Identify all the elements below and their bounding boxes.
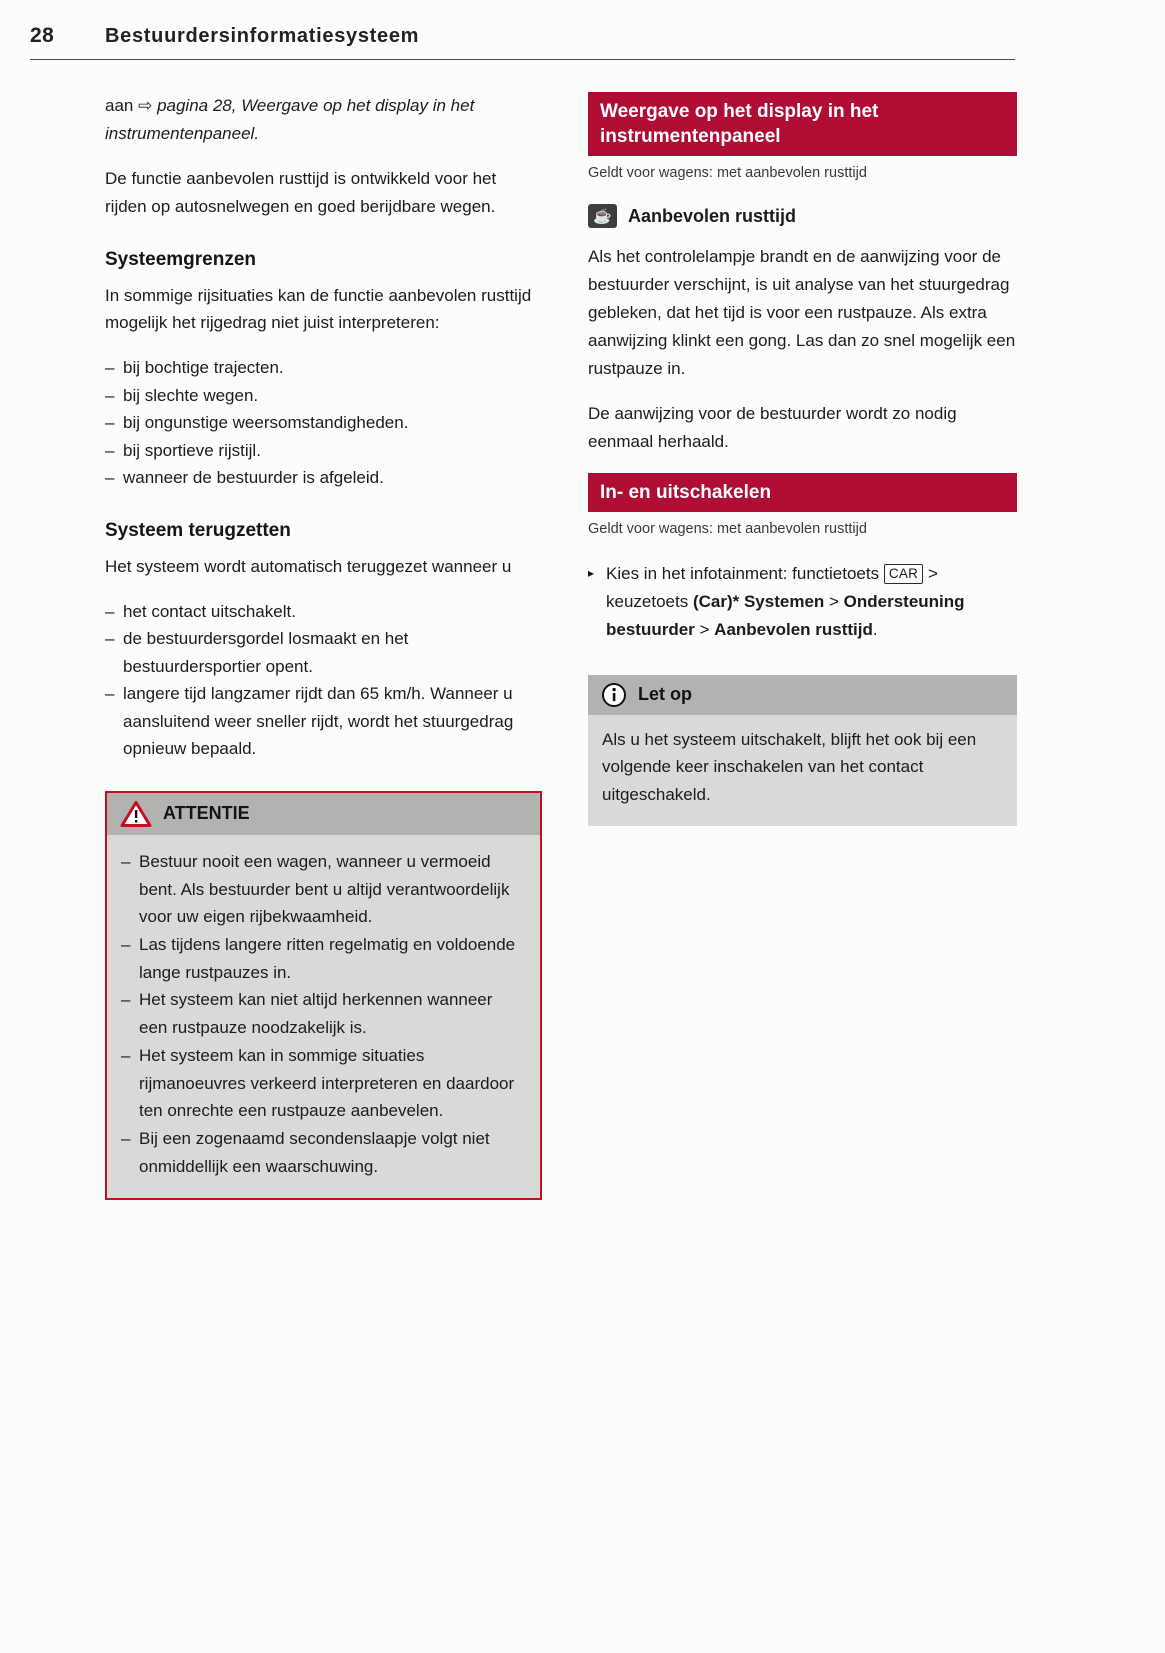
list-item-text: bij slechte wegen. — [123, 385, 259, 405]
heading-systeem-terugzetten: Systeem terugzetten — [105, 519, 291, 541]
warning-box-header — [107, 793, 540, 835]
system-reset-paragraph: Het systeem wordt automatisch teruggezet wanneer u — [105, 556, 512, 576]
note-box — [588, 675, 1017, 827]
list-item — [105, 354, 542, 382]
info-circle-icon — [601, 682, 627, 708]
coffee-cup-indicator-icon: ☕ — [588, 204, 617, 228]
step-bullet-icon: ▸ — [588, 565, 595, 580]
section-header-display: Weergave op het display in het instrumentenpaneel — [588, 92, 1017, 156]
warning-box-body — [107, 835, 540, 1198]
dash-marker: – — [105, 601, 115, 621]
dash-marker: – — [121, 990, 131, 1010]
dash-marker: – — [105, 358, 115, 378]
dash-marker: – — [105, 684, 115, 704]
car-function-key-label: CAR — [884, 564, 923, 584]
step-segment-bold: (Car)* Systemen — [692, 592, 825, 612]
repeat-note-paragraph: De aanwijzing voor de bestuurder wordt zo nodig eenmaal herhaald. — [588, 403, 957, 451]
step-text — [606, 560, 1017, 645]
warning-item — [121, 848, 525, 931]
dash-marker: – — [105, 385, 115, 405]
list-item — [105, 598, 542, 626]
warning-items-list — [121, 848, 525, 1180]
warning-title: ATTENTIE — [163, 803, 250, 824]
list-item-text: bij sportieve rijstijl. — [123, 440, 261, 460]
list-item-text: langere tijd langzamer rijdt dan 65 km/h. Wanneer u aansluitend weer sneller rijdt, wordt het stuurgedrag opnieuw bepaald. — [123, 684, 514, 759]
system-reset-list — [105, 598, 542, 763]
infotainment-step — [588, 560, 1017, 645]
list-item — [105, 625, 542, 680]
right-column — [588, 92, 1017, 1200]
dash-marker: – — [121, 1045, 131, 1065]
intro-pre-text: aan — [105, 96, 139, 115]
dash-marker: – — [105, 468, 115, 488]
system-limits-list — [105, 354, 542, 492]
warning-item — [121, 986, 525, 1041]
reference-italic-text: pagina 28, Weergave op het display in het instrumentenpaneel. — [105, 96, 475, 143]
applies-to-note: Geldt voor wagens: met aanbevolen rusttijd — [588, 520, 867, 537]
reference-arrow-icon: ⇨ — [138, 96, 153, 115]
note-box-header — [588, 675, 1017, 715]
warning-item-text: Bij een zogenaamd secondenslaapje volgt niet onmiddellijk een waarschuwing. — [139, 1129, 490, 1176]
step-segment-bold: Aanbevolen rusttijd — [714, 620, 873, 640]
list-item-text: wanneer de bestuurder is afgeleid. — [123, 468, 384, 488]
warning-item-text: Bestuur nooit een wagen, wanneer u vermoeid bent. Als bestuurder bent u altijd verantwoordelijk voor uw eigen rijbekwaamheid. — [139, 851, 510, 927]
warning-item — [121, 1042, 525, 1125]
step-segment-bold: Ondersteuning bestuurder — [606, 592, 965, 640]
dash-marker: – — [121, 935, 131, 955]
warning-item — [121, 931, 525, 986]
page-header — [30, 0, 1015, 60]
note-box-body: Als u het systeem uitschakelt, blijft het ook bij een volgende keer inschakelen van het contact uitgeschakeld. — [602, 729, 977, 805]
heading-systeemgrenzen: Systeemgrenzen — [105, 248, 257, 270]
step-segment: > — [694, 620, 715, 640]
page-number: 28 — [30, 24, 55, 47]
function-description-paragraph: De functie aanbevolen rusttijd is ontwikkeld voor het rijden op autosnelwegen en goed berijdbare wegen. — [105, 168, 497, 216]
two-column-layout — [105, 92, 1017, 1200]
dash-marker: – — [105, 413, 115, 433]
system-limits-paragraph: In sommige rijsituaties kan de functie aanbevolen rusttijd mogelijk het rijgedrag niet juist interpreteren: — [105, 285, 532, 333]
step-segment: > keuzetoets — [606, 563, 938, 612]
warning-triangle-icon — [120, 800, 152, 828]
list-item — [105, 409, 542, 437]
section-header-on-off: In- en uitschakelen — [588, 473, 1017, 512]
applies-to-note: Geldt voor wagens: met aanbevolen rusttijd — [588, 165, 867, 182]
list-item — [105, 680, 542, 763]
rest-time-title: Aanbevolen rusttijd — [628, 205, 797, 226]
dash-marker: – — [105, 440, 115, 460]
list-item — [105, 382, 542, 410]
left-column — [105, 92, 542, 1200]
list-item-text: het contact uitschakelt. — [123, 601, 296, 621]
list-item-text: bij bochtige trajecten. — [123, 358, 284, 378]
attention-warning-box — [105, 791, 542, 1200]
note-title: Let op — [638, 684, 692, 705]
dash-marker: – — [121, 1129, 131, 1148]
indicator-description-paragraph: Als het controlelampje brandt en de aanwijzing voor de bestuurder verschijnt, is uit analyse van het stuurgedrag gebleken, dat het tijd is voor een rustpauze. Als extra aanwijzing klinkt een gong. Las dan zo snel mogelijk een rustpauze in. — [588, 247, 1016, 378]
warning-item-text: Las tijdens langere ritten regelmatig en voldoende lange rustpauzes in. — [139, 935, 516, 982]
list-item-text: bij ongunstige weersomstandigheden. — [123, 413, 409, 433]
warning-item-text: Het systeem kan in sommige situaties rijmanoeuvres verkeerd interpreteren en daardoor ten onrechte een rustpauze aanbevelen. — [139, 1045, 515, 1121]
step-segment: . — [872, 620, 878, 640]
warning-item — [121, 1125, 525, 1180]
dash-marker: – — [121, 851, 131, 871]
dash-marker: – — [105, 629, 115, 649]
step-segment: Kies in het infotainment: functietoets — [606, 563, 884, 583]
warning-item-text: Het systeem kan niet altijd herkennen wanneer een rustpauze noodzakelijk is. — [139, 990, 493, 1038]
page-title: Bestuurdersinformatiesysteem — [105, 25, 420, 47]
list-item — [105, 464, 542, 492]
rest-time-subheading — [588, 204, 1017, 228]
list-item-text: de bestuurdersgordel losmaakt en het bestuurdersportier opent. — [123, 629, 409, 676]
cross-reference-paragraph — [105, 92, 542, 148]
step-segment: > — [824, 592, 844, 612]
list-item — [105, 437, 542, 465]
